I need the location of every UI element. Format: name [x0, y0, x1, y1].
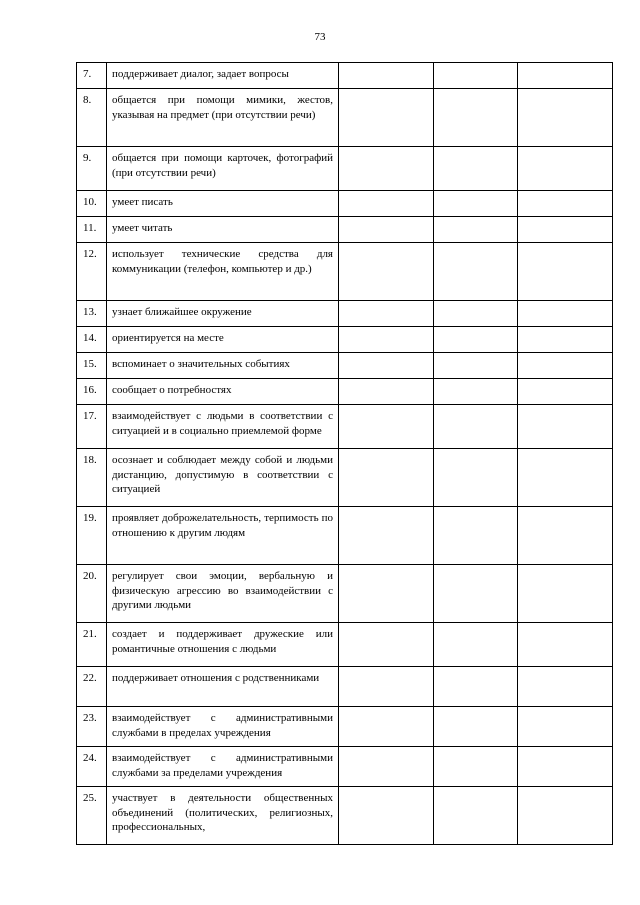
assessment-cell-3[interactable] — [518, 327, 613, 353]
row-number: 8. — [77, 89, 107, 147]
assessment-cell-2[interactable] — [434, 565, 518, 623]
table-row — [77, 191, 613, 217]
row-criterion-text: создает и поддерживает дружеские или романтичные отношения с людьми — [107, 623, 339, 667]
row-criterion-text: использует технические средства для коммуникации (телефон, компьютер и др.) — [107, 243, 339, 301]
row-criterion-text: поддерживает диалог, задает вопросы — [107, 63, 339, 89]
assessment-cell-1[interactable] — [339, 507, 434, 565]
row-number: 13. — [77, 301, 107, 327]
assessment-cell-3[interactable] — [518, 301, 613, 327]
assessment-cell-2[interactable] — [434, 147, 518, 191]
assessment-cell-1[interactable] — [339, 327, 434, 353]
row-number: 14. — [77, 327, 107, 353]
assessment-cell-3[interactable] — [518, 353, 613, 379]
row-number: 21. — [77, 623, 107, 667]
table-row — [77, 747, 613, 787]
assessment-cell-2[interactable] — [434, 667, 518, 707]
row-criterion-text: взаимодействует с административными службами в пределах учреждения — [107, 707, 339, 747]
assessment-cell-3[interactable] — [518, 787, 613, 845]
table-row — [77, 217, 613, 243]
row-number: 24. — [77, 747, 107, 787]
row-criterion-text: взаимодействует с административными службами за пределами учреждения — [107, 747, 339, 787]
assessment-cell-3[interactable] — [518, 243, 613, 301]
table-row — [77, 623, 613, 667]
row-criterion-text: ориентируется на месте — [107, 327, 339, 353]
assessment-cell-3[interactable] — [518, 623, 613, 667]
row-number: 25. — [77, 787, 107, 845]
row-criterion-text: общается при помощи карточек, фотографий (при отсутствии речи) — [107, 147, 339, 191]
table-row — [77, 707, 613, 747]
assessment-cell-3[interactable] — [518, 147, 613, 191]
row-number: 7. — [77, 63, 107, 89]
row-criterion-text: поддерживает отношения с родственниками — [107, 667, 339, 707]
assessment-cell-2[interactable] — [434, 787, 518, 845]
assessment-cell-1[interactable] — [339, 707, 434, 747]
assessment-cell-2[interactable] — [434, 353, 518, 379]
page-number: 73 — [314, 31, 326, 43]
row-number: 12. — [77, 243, 107, 301]
row-criterion-text: вспоминает о значительных событиях — [107, 353, 339, 379]
assessment-cell-1[interactable] — [339, 353, 434, 379]
assessment-cell-2[interactable] — [434, 405, 518, 449]
row-number: 22. — [77, 667, 107, 707]
assessment-cell-2[interactable] — [434, 243, 518, 301]
assessment-cell-3[interactable] — [518, 565, 613, 623]
table-row — [77, 301, 613, 327]
assessment-cell-1[interactable] — [339, 667, 434, 707]
table-row — [77, 243, 613, 301]
assessment-cell-2[interactable] — [434, 191, 518, 217]
assessment-table — [76, 62, 613, 845]
assessment-cell-3[interactable] — [518, 217, 613, 243]
table-row — [77, 327, 613, 353]
row-number: 18. — [77, 449, 107, 507]
assessment-cell-1[interactable] — [339, 217, 434, 243]
table-row — [77, 147, 613, 191]
assessment-cell-1[interactable] — [339, 405, 434, 449]
assessment-cell-1[interactable] — [339, 449, 434, 507]
table-row — [77, 787, 613, 845]
assessment-cell-3[interactable] — [518, 507, 613, 565]
assessment-cell-2[interactable] — [434, 327, 518, 353]
row-number: 19. — [77, 507, 107, 565]
assessment-cell-1[interactable] — [339, 191, 434, 217]
assessment-cell-1[interactable] — [339, 747, 434, 787]
row-number: 11. — [77, 217, 107, 243]
assessment-cell-2[interactable] — [434, 89, 518, 147]
row-number: 20. — [77, 565, 107, 623]
assessment-cell-1[interactable] — [339, 63, 434, 89]
row-criterion-text: умеет писать — [107, 191, 339, 217]
row-number: 15. — [77, 353, 107, 379]
row-criterion-text: регулирует свои эмоции, вербальную и физическую агрессию во взаимодействии с другими людьми — [107, 565, 339, 623]
assessment-cell-2[interactable] — [434, 507, 518, 565]
assessment-cell-2[interactable] — [434, 623, 518, 667]
table-body — [77, 63, 613, 845]
table-row — [77, 353, 613, 379]
row-number: 17. — [77, 405, 107, 449]
assessment-cell-1[interactable] — [339, 243, 434, 301]
table-row — [77, 405, 613, 449]
row-number: 23. — [77, 707, 107, 747]
assessment-cell-3[interactable] — [518, 707, 613, 747]
row-number: 9. — [77, 147, 107, 191]
assessment-cell-1[interactable] — [339, 379, 434, 405]
assessment-cell-2[interactable] — [434, 379, 518, 405]
row-criterion-text: сообщает о потребностях — [107, 379, 339, 405]
row-criterion-text: узнает ближайшее окружение — [107, 301, 339, 327]
table-row — [77, 507, 613, 565]
assessment-cell-3[interactable] — [518, 449, 613, 507]
table-row — [77, 565, 613, 623]
row-criterion-text: осознает и соблюдает между собой и людьми дистанцию, допустимую в соответствии с ситуацией — [107, 449, 339, 507]
assessment-cell-1[interactable] — [339, 147, 434, 191]
assessment-cell-2[interactable] — [434, 449, 518, 507]
table-row — [77, 63, 613, 89]
assessment-cell-2[interactable] — [434, 217, 518, 243]
assessment-cell-3[interactable] — [518, 63, 613, 89]
table-row — [77, 89, 613, 147]
row-number: 16. — [77, 379, 107, 405]
assessment-cell-1[interactable] — [339, 787, 434, 845]
assessment-cell-3[interactable] — [518, 191, 613, 217]
row-criterion-text: взаимодействует с людьми в соответствии с ситуацией и в социально приемлемой форме — [107, 405, 339, 449]
row-criterion-text: общается при помощи мимики, жестов, указывая на предмет (при отсутствии речи) — [107, 89, 339, 147]
assessment-cell-3[interactable] — [518, 379, 613, 405]
assessment-cell-2[interactable] — [434, 301, 518, 327]
row-criterion-text: умеет читать — [107, 217, 339, 243]
row-number: 10. — [77, 191, 107, 217]
assessment-cell-1[interactable] — [339, 301, 434, 327]
assessment-cell-2[interactable] — [434, 747, 518, 787]
assessment-cell-1[interactable] — [339, 565, 434, 623]
row-criterion-text: проявляет доброжелательность, терпимость по отношению к другим людям — [107, 507, 339, 565]
assessment-cell-3[interactable] — [518, 747, 613, 787]
assessment-cell-3[interactable] — [518, 89, 613, 147]
row-criterion-text: участвует в деятельности общественных объединений (политических, религиозных, профессиональных, — [107, 787, 339, 845]
assessment-cell-1[interactable] — [339, 89, 434, 147]
assessment-cell-3[interactable] — [518, 667, 613, 707]
assessment-cell-3[interactable] — [518, 405, 613, 449]
assessment-cell-1[interactable] — [339, 623, 434, 667]
table-row — [77, 379, 613, 405]
assessment-cell-2[interactable] — [434, 63, 518, 89]
table-row — [77, 449, 613, 507]
table-row — [77, 667, 613, 707]
assessment-cell-2[interactable] — [434, 707, 518, 747]
